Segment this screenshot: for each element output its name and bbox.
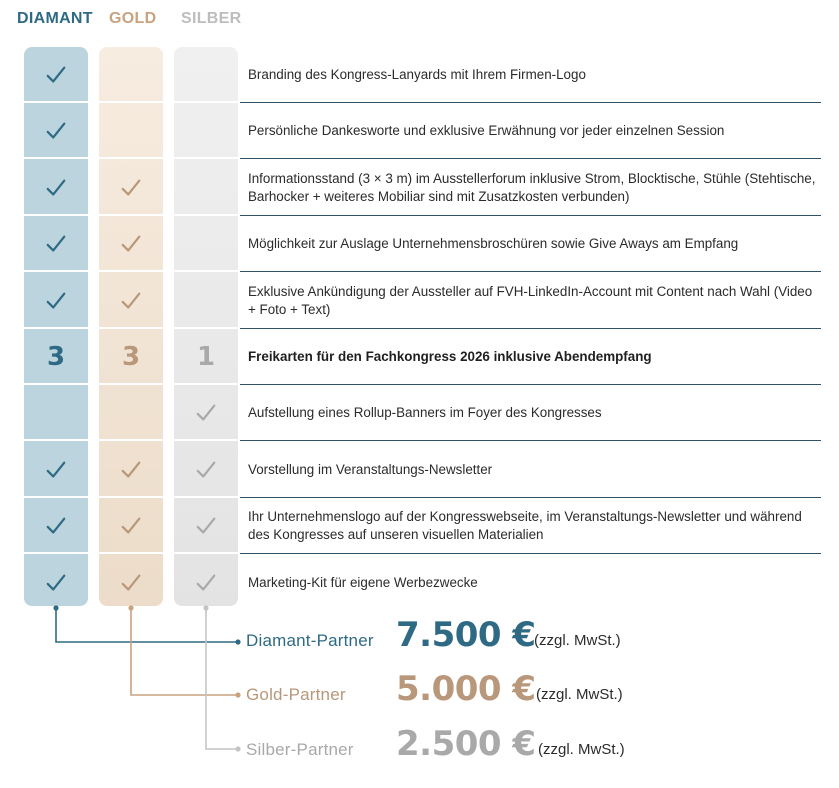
- check-icon: [174, 498, 238, 554]
- feature-text: Persönliche Dankesworte und exklusive Erwähnung vor jeder einzelnen Session: [248, 123, 725, 139]
- feature-row: [24, 385, 821, 441]
- feature-text: Aufstellung eines Rollup-Banners im Foyer des Kongresses: [248, 405, 602, 421]
- check-icon: [99, 160, 163, 216]
- feature-description: [248, 498, 821, 554]
- check-icon: [24, 442, 88, 498]
- feature-description: [248, 103, 821, 159]
- ticket-count: 1: [196, 342, 216, 372]
- cell-diamant: [24, 385, 88, 441]
- feature-text: Marketing-Kit für eigene Werbezwecke: [248, 574, 478, 590]
- price-label-silber: Silber-Partner: [246, 740, 354, 759]
- feature-text: Branding des Kongress-Lanyards mit Ihrem Firmen-Logo: [248, 67, 586, 82]
- feature-row: [24, 216, 821, 272]
- feature-row: [24, 442, 821, 498]
- ticket-count: 3: [46, 342, 66, 372]
- check-icon: [24, 103, 88, 159]
- feature-description: [248, 47, 821, 103]
- cell-gold: [99, 47, 163, 103]
- check-icon: [24, 47, 88, 103]
- feature-description: [248, 442, 821, 498]
- feature-text: Möglichkeit zur Auslage Unternehmensbroschüren sowie Give Aways am Empfang: [248, 236, 739, 252]
- feature-description: [248, 385, 821, 441]
- check-icon: [99, 442, 163, 498]
- cell-silber: [174, 329, 238, 385]
- feature-text: Freikarten für den Fachkongress 2026 inklusive Abendempfang: [248, 349, 652, 364]
- ticket-count: 3: [121, 342, 141, 372]
- check-icon: [174, 442, 238, 498]
- cell-gold: [99, 103, 163, 159]
- price-label-gold: Gold-Partner: [246, 685, 346, 704]
- price-value-gold: 5.000 €: [396, 669, 536, 709]
- connector-lines: [0, 600, 250, 760]
- check-icon: [99, 498, 163, 554]
- feature-row: [24, 498, 821, 554]
- price-note-diamant: (zzgl. MwSt.): [534, 632, 621, 649]
- tier-header-silber: SILBER: [181, 10, 242, 27]
- tier-header-diamant: DIAMANT: [17, 10, 93, 27]
- feature-text: Informationsstand (3 × 3 m) im Ausstellerforum inklusive Strom, Blocktische, Stühle (Stehtische, Barhocker + weiteres Mobiliar sind mit Zusatzkosten verbunden): [248, 170, 816, 204]
- feature-text: Vorstellung im Veranstaltungs-Newsletter: [248, 461, 493, 477]
- feature-row: [24, 273, 821, 329]
- price-note-gold: (zzgl. MwSt.): [536, 686, 623, 703]
- feature-text: Exklusive Ankündigung der Aussteller auf FVH-LinkedIn-Account mit Content nach Wahl (Video + Foto + Text): [248, 283, 813, 317]
- cell-gold: [99, 385, 163, 441]
- feature-description: [248, 216, 821, 272]
- cell-silber: [174, 160, 238, 216]
- cell-silber: [174, 216, 238, 272]
- cell-silber: [174, 47, 238, 103]
- cell-silber: [174, 103, 238, 159]
- check-icon: [24, 273, 88, 329]
- feature-description: [248, 160, 821, 216]
- feature-text: Ihr Unternehmenslogo auf der Kongresswebseite, im Veranstaltungs-Newsletter und während des Kongresses auf unseren visuellen Materialien: [248, 509, 802, 543]
- feature-row: [24, 160, 821, 216]
- feature-row: [24, 47, 821, 103]
- check-icon: [99, 216, 163, 272]
- tier-header-gold: GOLD: [109, 10, 157, 27]
- check-icon: [24, 498, 88, 554]
- price-label-diamant: Diamant-Partner: [246, 631, 374, 650]
- cell-silber: [174, 273, 238, 329]
- check-icon: [174, 385, 238, 441]
- feature-row: [24, 103, 821, 159]
- feature-description: [248, 329, 821, 385]
- feature-description: [248, 273, 821, 329]
- price-value-diamant: 7.500 €: [396, 615, 536, 655]
- check-icon: [24, 216, 88, 272]
- price-note-silber: (zzgl. MwSt.): [538, 741, 625, 758]
- feature-row: [24, 329, 821, 385]
- price-value-silber: 2.500 €: [396, 724, 536, 764]
- feature-description: [248, 555, 821, 611]
- check-icon: [24, 160, 88, 216]
- cell-gold: [99, 329, 163, 385]
- check-icon: [99, 273, 163, 329]
- cell-diamant: [24, 329, 88, 385]
